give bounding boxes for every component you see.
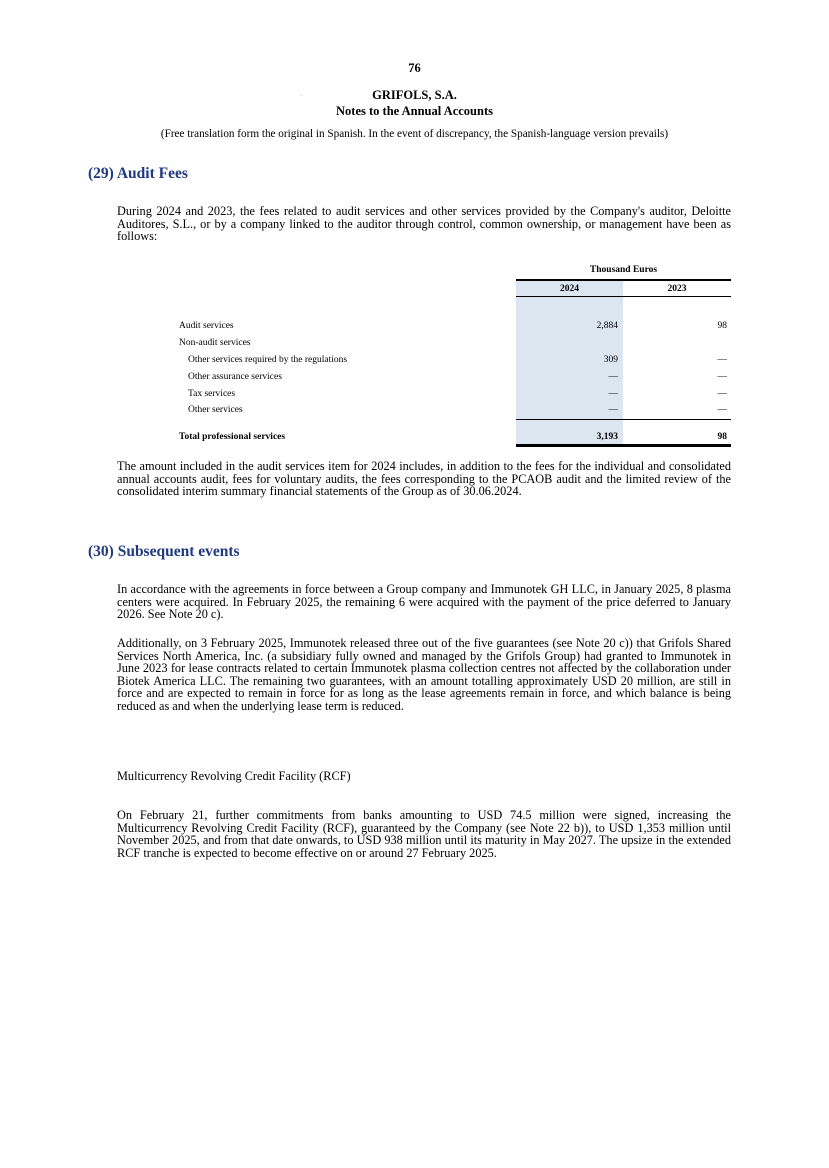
cell-2024: 2,884 [596, 321, 618, 331]
cell-2023: — [717, 389, 727, 399]
cell-2024: 309 [603, 355, 618, 365]
row-label: Audit services [179, 321, 234, 331]
row-label: Other services required by the regulations [188, 355, 348, 365]
cell-2024: — [608, 372, 618, 382]
header-top-rule [516, 279, 731, 281]
subsequent-events-paragraph-3: On February 21, further commitments from banks amounting to USD 74.5 million were signed, increasing the Multicurrency Revolving Credit Facility (RCF), guaranteed by the Company (see Note 22 b)), to USD 1,353 million until November 2025, and from that date onwards, to USD 938 million until its maturity in May 2027. The upsize in the extended RCF tranche is expected to become effective on or around 27 February 2025. [117, 808, 731, 860]
cell-2023: — [717, 355, 727, 365]
translation-note: (Free translation form the original in Spanish. In the event of discrepancy, the Spanish-language version prevails) [160, 128, 669, 140]
row-label: Non-audit services [179, 338, 251, 348]
total-2024: 3,193 [596, 432, 618, 442]
total-label: Total professional services [179, 432, 286, 442]
subsequent-events-paragraph-2: Additionally, on 3 February 2025, Immunotek released three out of the five guarantees (see Note 20 c)) that Grifols Shared Services North America, Inc. (a subsidiary fully owned and managed by the Grifols Group) had granted to Immunotek in June 2023 for lease contracts related to certain Immunotek plasma collection centres not affected by the collaboration under Biotek America LLC. The remaining two guarantees, with an amount totalling approximately USD 20 million, are still in force and are expected to remain in force for as long as the lease agreements remain in force, and which balance is being reduced as and when the underlying lease term is reduced. [117, 636, 731, 713]
row-label: Tax services [188, 389, 236, 399]
decorative-dot: · [300, 93, 302, 99]
total-top-rule [516, 419, 731, 420]
total-bottom-rule [516, 444, 731, 447]
rcf-subheading: Multicurrency Revolving Credit Facility (RCF) [117, 769, 351, 783]
table-group-header: Thousand Euros [589, 265, 658, 275]
audit-fees-closing: The amount included in the audit services item for 2024 includes, in addition to the fees for the individual and consolidated annual accounts audit, fees for voluntary audits, the fees corresponding to the PCAOB audit and the limited review of the consolidated interim summary financial statements of the Group as of 30.06.2024. [117, 459, 731, 499]
column-header-2023: 2023 [667, 284, 687, 294]
total-2023: 98 [717, 432, 727, 442]
header-bottom-rule [516, 296, 731, 297]
section-heading-audit-fees: (29) Audit Fees [88, 165, 188, 182]
subsequent-events-paragraph-1: In accordance with the agreements in force between a Group company and Immunotek GH LLC, in January 2025, 8 plasma centers were acquired. In February 2025, the remaining 6 were acquired with the payment of the price deferred to January 2026. See Note 20 c). [117, 582, 731, 622]
row-label: Other assurance services [188, 372, 282, 382]
column-header-2024: 2024 [560, 284, 579, 294]
section-heading-subsequent-events: (30) Subsequent events [88, 543, 240, 560]
cell-2024: — [608, 405, 618, 415]
company-name: GRIFOLS, S.A. [372, 88, 457, 102]
audit-fees-intro: During 2024 and 2023, the fees related to audit services and other services provided by the Company's auditor, Deloitte Auditores, S.L., or by a company linked to the auditor through control, common ownership, or management have been as follows: [117, 204, 731, 244]
cell-2024: — [608, 389, 618, 399]
document-subtitle: Notes to the Annual Accounts [336, 104, 493, 118]
page-number: 76 [408, 61, 421, 75]
cell-2023: — [717, 405, 727, 415]
row-label: Other services [188, 405, 243, 415]
cell-2023: 98 [717, 321, 727, 331]
cell-2023: — [717, 372, 727, 382]
